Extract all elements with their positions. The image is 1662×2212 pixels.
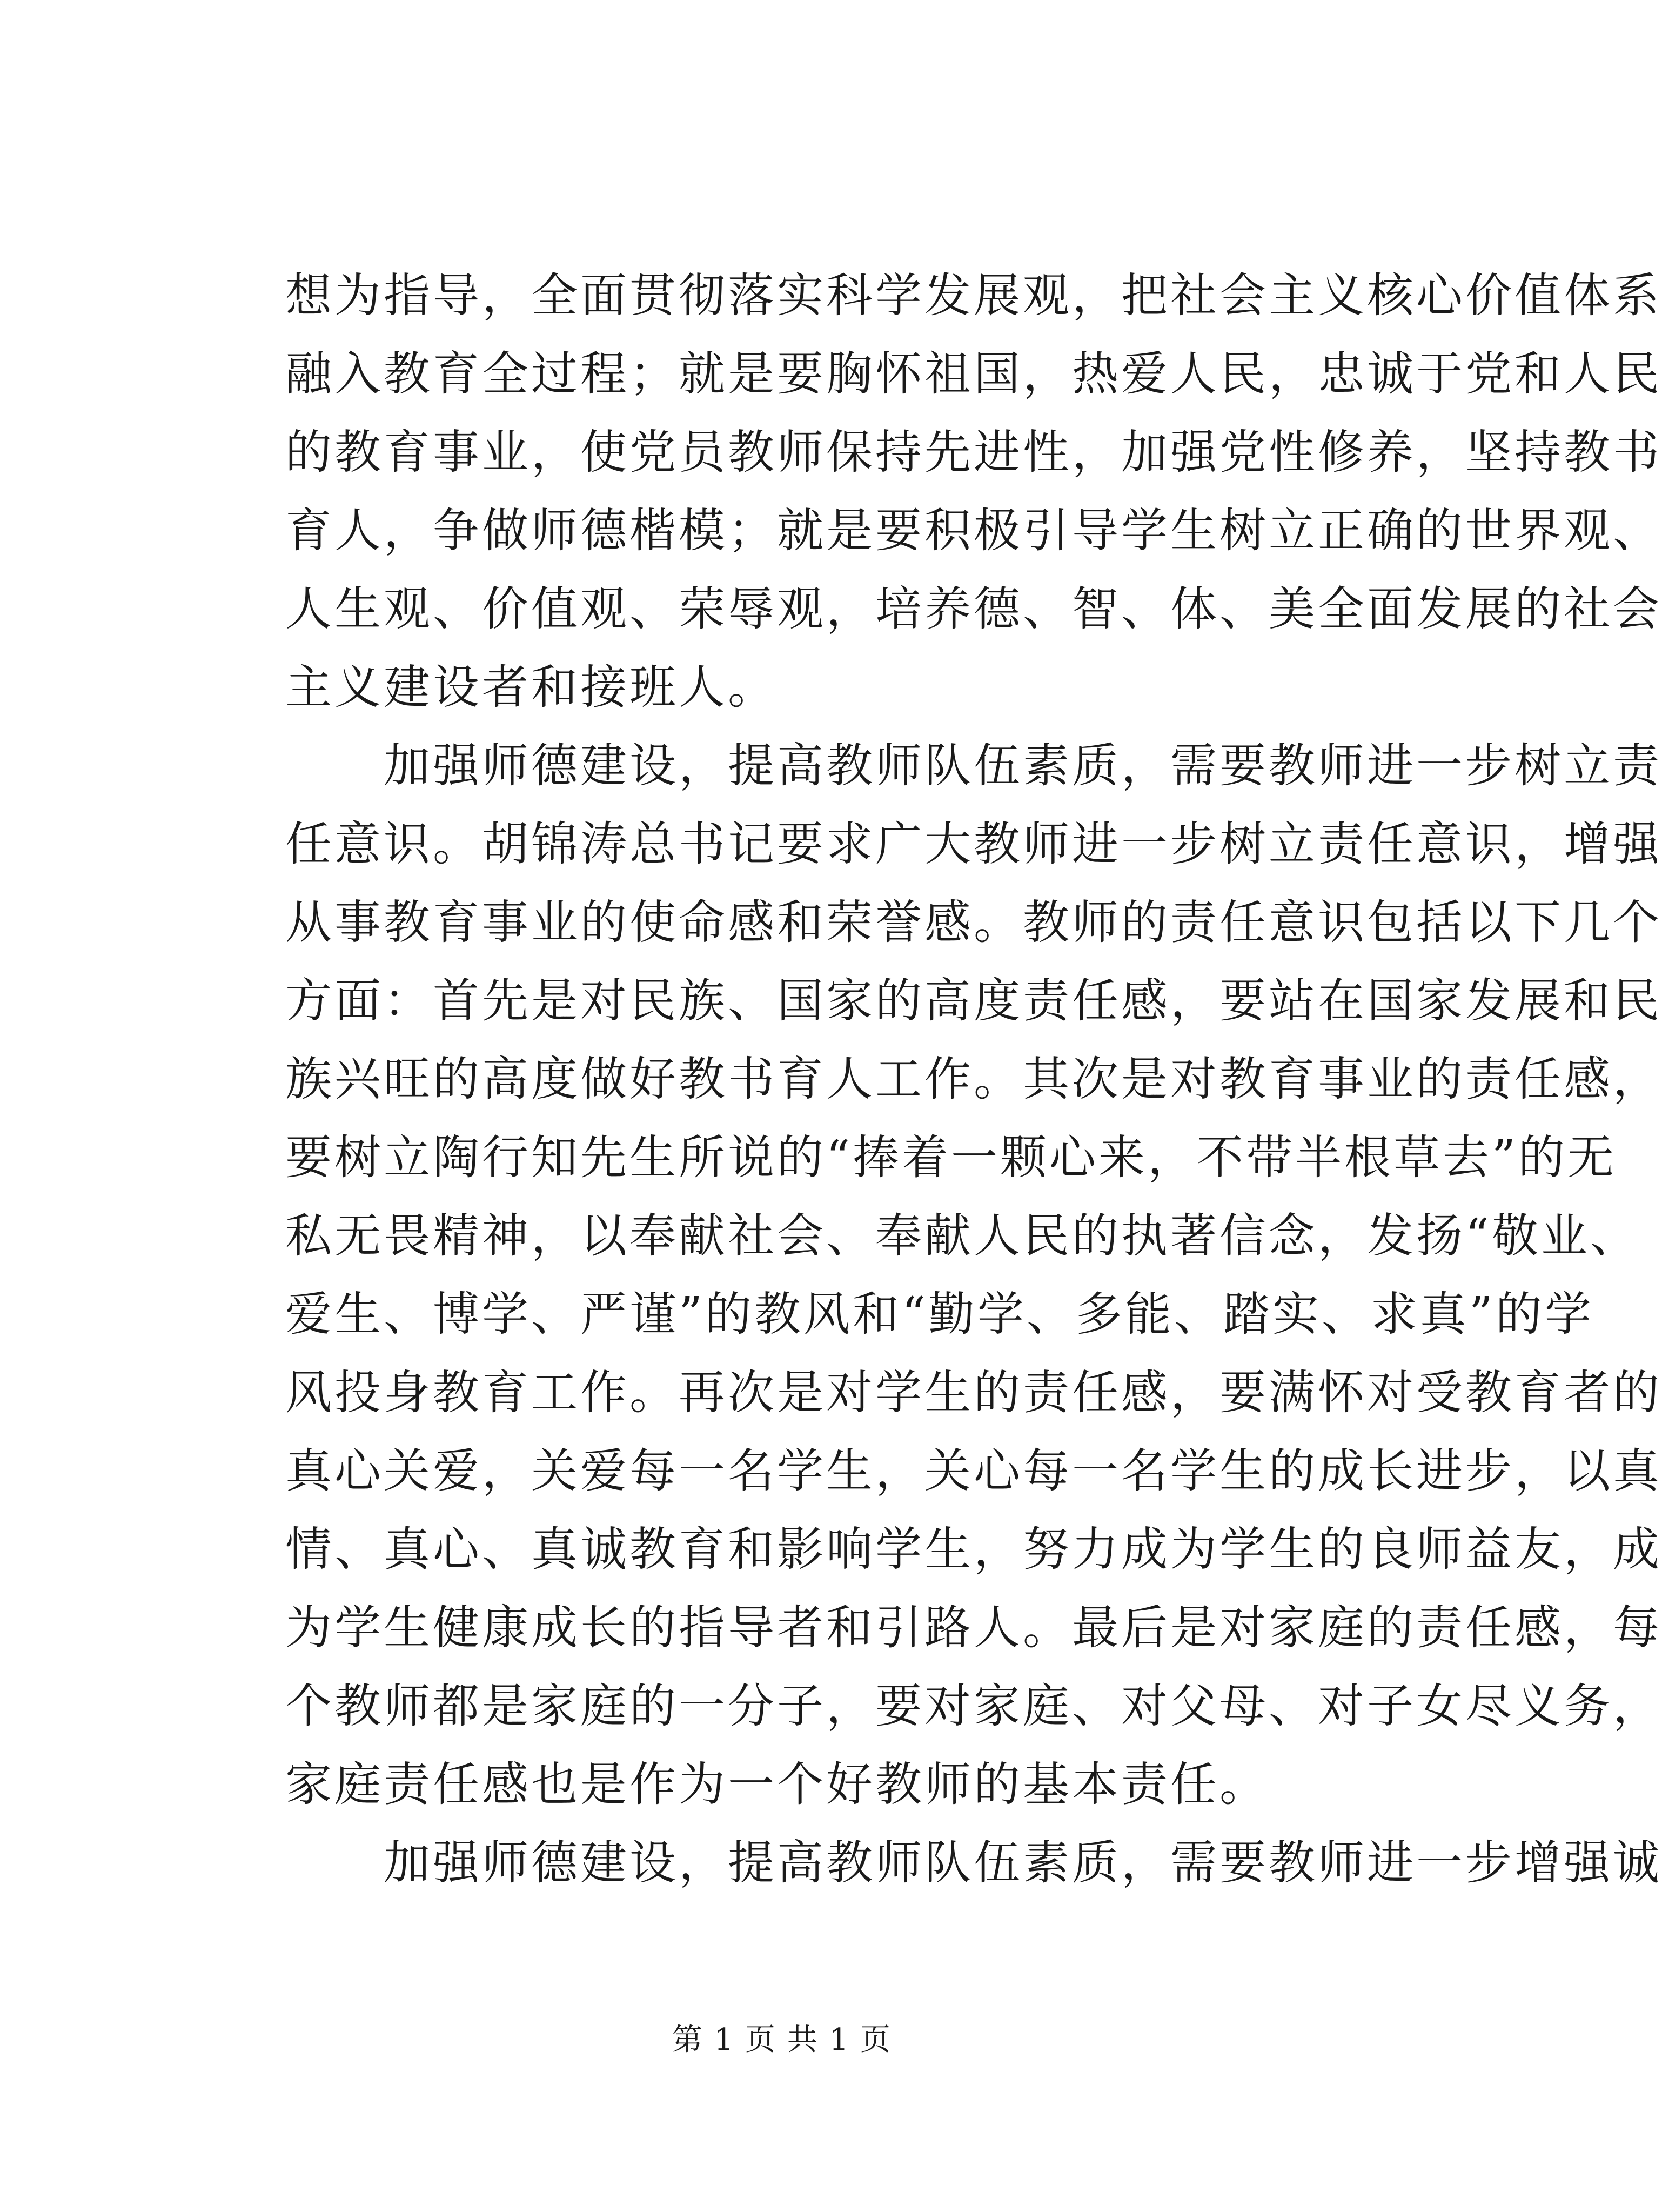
text-line: 真心关爱，关爱每一名学生，关心每一名学生的成长进步，以真 [285, 1444, 1662, 1498]
text-line: 人生观、价值观、荣辱观，培养德、智、体、美全面发展的社会 [285, 582, 1662, 636]
text-line: 风投身教育工作。再次是对学生的责任感，要满怀对受教育者的 [285, 1366, 1662, 1420]
text-line: 主义建设者和接班人。 [285, 660, 777, 714]
paragraph-first-line: 加强师德建设，提高教师队伍素质，需要教师进一步增强诚 [285, 1836, 1662, 1890]
text-line: 私无畏精神，以奉献社会、奉献人民的执著信念，发扬“敬业、 [285, 1209, 1639, 1263]
text-line: 育人，争做师德楷模；就是要积极引导学生树立正确的世界观、 [285, 504, 1662, 558]
text-line: 族兴旺的高度做好教书育人工作。其次是对教育事业的责任感， [285, 1052, 1662, 1106]
page-number-footer: 第 1 页 共 1 页 [672, 2022, 892, 2057]
text-line: 为学生健康成长的指导者和引路人。最后是对家庭的责任感，每 [285, 1601, 1662, 1655]
text-line: 爱生、博学、严谨”的教风和“勤学、多能、踏实、求真”的学 [285, 1287, 1594, 1341]
text-line: 从事教育事业的使命感和荣誉感。教师的责任意识包括以下几个 [285, 896, 1662, 950]
text-line: 想为指导，全面贯彻落实科学发展观，把社会主义核心价值体系 [285, 269, 1662, 323]
text-line: 任意识。胡锦涛总书记要求广大教师进一步树立责任意识，增强 [285, 817, 1662, 871]
paragraph-first-line: 加强师德建设，提高教师队伍素质，需要教师进一步树立责 [285, 739, 1662, 793]
text-line: 要树立陶行知先生所说的“捧着一颗心来，不带半根草去”的无 [285, 1131, 1617, 1185]
text-line: 方面：首先是对民族、国家的高度责任感，要站在国家发展和民 [285, 974, 1662, 1028]
text-line: 家庭责任感也是作为一个好教师的基本责任。 [285, 1757, 1269, 1812]
text-line: 情、真心、真诚教育和影响学生，努力成为学生的良师益友，成 [285, 1522, 1662, 1576]
text-line: 个教师都是家庭的一分子，要对家庭、对父母、对子女尽义务， [285, 1679, 1662, 1733]
text-line: 的教育事业，使党员教师保持先进性，加强党性修养，坚持教书 [285, 425, 1662, 479]
text-line: 融入教育全过程；就是要胸怀祖国，热爱人民，忠诚于党和人民 [285, 347, 1662, 401]
body-text [285, 257, 1662, 1902]
